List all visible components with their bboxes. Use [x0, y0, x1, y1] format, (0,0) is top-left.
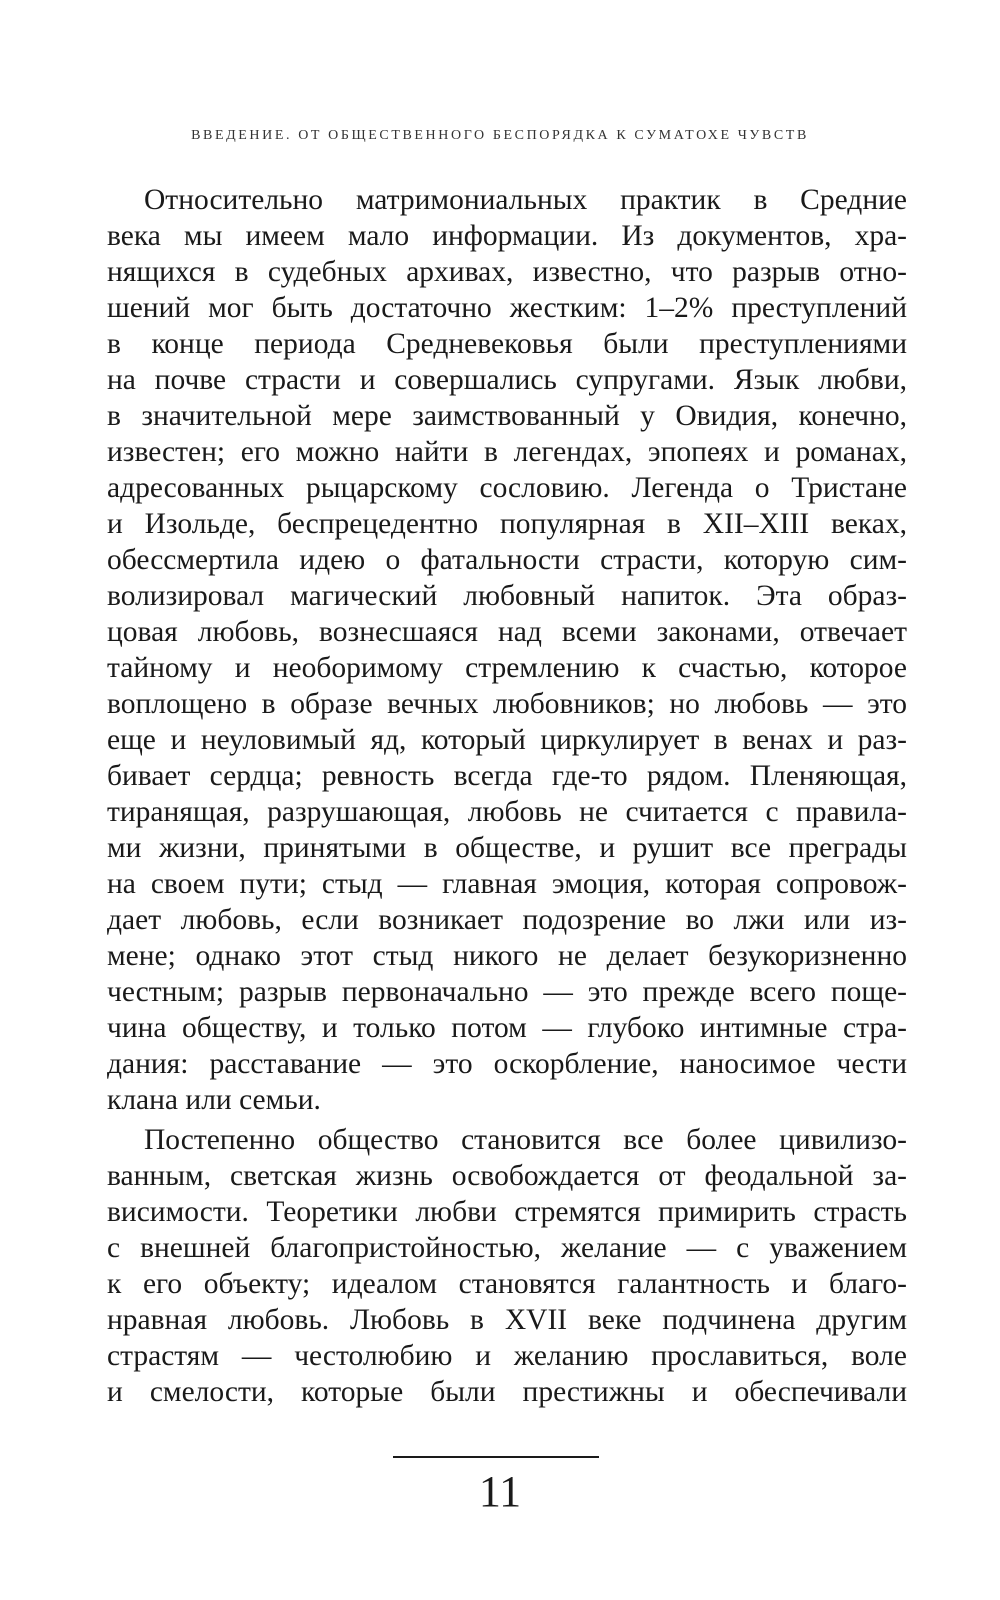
text-line: обессмертила идею о фатальности страсти, которую сим-	[107, 544, 907, 576]
text-line: воплощено в образе вечных любовников; но любовь — это	[107, 688, 907, 720]
paragraph	[107, 182, 907, 1118]
text-line: еще и неуловимый яд, который циркулирует в венах и раз-	[107, 724, 907, 756]
text-line: адресованных рыцарскому сословию. Легенда о Тристане	[107, 472, 907, 504]
text-line: волизировал магический любовный напиток. Эта образ-	[107, 580, 907, 612]
text-line: в конце периода Средневековья были преступлениями	[107, 328, 907, 360]
text-line: чина обществу, и только потом — глубоко интимные стра-	[107, 1012, 907, 1044]
text-line: шений мог быть достаточно жестким: 1–2% преступлений	[107, 292, 907, 324]
text-line: мене; однако этот стыд никого не делает безукоризненно	[107, 940, 907, 972]
text-line: дания: расставание — это оскорбление, наносимое чести	[107, 1048, 907, 1080]
text-line: страстям — честолюбию и желанию прославиться, воле	[107, 1340, 907, 1372]
text-line: тиранящая, разрушающая, любовь не считается с правила-	[107, 796, 907, 828]
body-text	[107, 182, 907, 1410]
text-line: на своем пути; стыд — главная эмоция, которая сопровож-	[107, 868, 907, 900]
text-line: в значительной мере заимствованный у Овидия, конечно,	[107, 400, 907, 432]
text-line: честным; разрыв первоначально — это прежде всего поще-	[107, 976, 907, 1008]
text-line: ванным, светская жизнь освобождается от феодальной за-	[107, 1160, 907, 1192]
text-line: Относительно матримониальных практик в Средние	[144, 184, 907, 216]
running-head: ВВЕДЕНИЕ. ОТ ОБЩЕСТВЕННОГО БЕСПОРЯДКА К СУМАТОХЕ ЧУВСТВ	[191, 128, 809, 143]
text-line: к его объекту; идеалом становятся галантность и благо-	[107, 1268, 907, 1300]
text-line: и смелости, которые были престижны и обеспечивали	[107, 1376, 907, 1408]
text-line: Постепенно общество становится все более цивилизо-	[144, 1124, 907, 1156]
text-line: на почве страсти и совершались супругами. Язык любви,	[107, 364, 907, 396]
text-line: нравная любовь. Любовь в XVII веке подчинена другим	[107, 1304, 907, 1336]
text-line: известен; его можно найти в легендах, эпопеях и романах,	[107, 436, 907, 468]
text-line: с внешней благопристойностью, желание — с уважением	[107, 1232, 907, 1264]
text-line: века мы имеем мало информации. Из документов, хра-	[107, 220, 907, 252]
text-line: нящихся в судебных архивах, известно, что разрыв отно-	[107, 256, 907, 288]
text-line: цовая любовь, вознесшаяся над всеми законами, отвечает	[107, 616, 907, 648]
text-line: и Изольде, беспрецедентно популярная в XII–XIII веках,	[107, 508, 907, 540]
text-line: тайному и необоримому стремлению к счастью, которое	[107, 652, 907, 684]
text-line: дает любовь, если возникает подозрение во лжи или из-	[107, 904, 907, 936]
page-number: 11	[478, 1467, 522, 1516]
text-line: клана или семьи.	[107, 1084, 321, 1116]
text-line: ми жизни, принятыми в обществе, и рушит все преграды	[107, 832, 907, 864]
text-line: бивает сердца; ревность всегда где-то рядом. Пленяющая,	[107, 760, 907, 792]
footer-rule	[393, 1456, 599, 1458]
text-line: висимости. Теоретики любви стремятся примирить страсть	[107, 1196, 907, 1228]
paragraph	[107, 1122, 907, 1410]
